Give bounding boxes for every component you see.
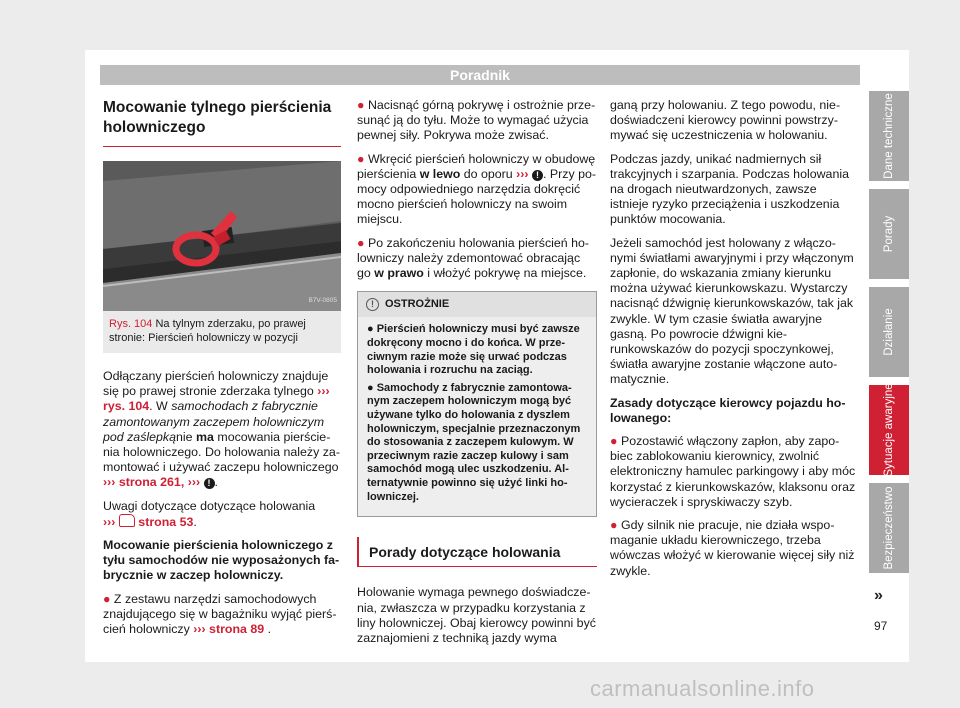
car-icon <box>119 514 135 527</box>
header-title: Poradnik <box>450 67 510 83</box>
continued-marker: » <box>874 587 883 604</box>
section-title-towing-tips: Porady dotyczące holowania <box>357 537 597 567</box>
tab-label: Sytuacje awaryjne <box>883 383 895 477</box>
text: Uwagi dotyczące dotyczące holowania <box>103 498 316 513</box>
tab-dzialanie[interactable] <box>869 287 909 377</box>
tab-porady[interactable] <box>869 189 909 279</box>
bullet-icon: ● <box>357 235 365 250</box>
figure-code: B7V-0805 <box>308 296 337 304</box>
list-item: ● Z zestawu narzędzi samochodowych znajdującego się w bagażniku wyjąć pierścień holowniczy ››› strona 89 . <box>103 591 337 637</box>
text: Nacisnąć górną pokrywę i ostrożnie przesunąć ją do tyłu. Może to wymagać użycia pewnej siły. Pokrywa może zwisać. <box>357 98 596 143</box>
link-strona-89[interactable]: ››› strona 89 <box>193 622 265 637</box>
text: . W <box>149 399 172 414</box>
text-italic: samochodach z fabrycznie zamontowanym zaczepem holowniczym pod zaślepką <box>103 399 325 444</box>
paragraph: Holowanie wymaga pewnego doświadczenia, zwłaszcza w przypadku korzystania z liny holowniczej. Obaj kierowcy powinni być zaznajomieni z techniką jazdy wyma <box>357 585 596 645</box>
caution-header <box>358 292 596 317</box>
text: nie <box>176 429 197 444</box>
list-item <box>610 434 857 510</box>
tab-label: Bezpieczeństwo <box>883 486 895 570</box>
text: mocowania pierścienia holowniczego. Do holowania należy zamontować i używać zaczepu holowniczego <box>103 429 340 475</box>
list-item <box>357 98 597 144</box>
column-3 <box>610 98 857 587</box>
page-header <box>100 65 860 85</box>
link-rys-104[interactable]: ››› rys. 104 <box>103 384 330 414</box>
page-number: 97 <box>874 619 888 633</box>
bullet-icon: ● <box>367 381 374 394</box>
text: Wkręcić pierścień holowniczy w obudowę pierścienia <box>357 151 596 181</box>
tab-label: Działanie <box>883 308 895 356</box>
tab-sytuacje-awaryjne[interactable] <box>869 385 909 475</box>
exclamation-icon: ! <box>532 170 543 181</box>
paragraph: Jeżeli samochód jest holowany z włączonymi światłami awaryjnymi i przy włączonym zapłonie, do wskazania zmiany kierunku można używać kierunkowskazu. Wystarczy nacisnąć dźwignię kierunkowskazów, tak jak zwykle. W tym czasie światła awaryjne gasną. Po powrocie dźwigni kierunkowskazów do pozycji spoczynkowej, światła awaryjne zostanie włączone automatycznie. <box>610 235 854 387</box>
link-strona-53[interactable]: strona 53 <box>138 514 194 529</box>
bullet-icon: ● <box>357 151 365 166</box>
bullet-icon: ● <box>367 323 374 336</box>
caution-item <box>367 382 587 504</box>
bullet-icon: ● <box>610 434 618 449</box>
text-bold: w lewo <box>419 166 461 181</box>
text: Odłączany pierścień holowniczy znajduje się po prawej stronie zderzaka tylnego <box>103 369 329 399</box>
tab-dane-techniczne[interactable] <box>869 91 909 181</box>
section-title: Mocowanie tylnego pierścienia holowniczego <box>103 98 341 147</box>
text: . Przy pomocy odpowiedniego narzędzia dokręcić mocno pierścień holowniczy na swoim miejscu. <box>357 166 597 227</box>
tab-bezpieczenstwo[interactable] <box>869 483 909 573</box>
paragraph: Podczas jazdy, unikać nadmiernych sił trakcyjnych i szarpania. Podczas holowania na drogach nieutwardzonych, zawsze istnieje ryzyko przeciążenia i uszkodzenia punktów mocowania. <box>610 151 849 227</box>
text: do oporu <box>460 166 517 181</box>
list-item <box>357 152 597 228</box>
text: Pierścień holowniczy musi być zawsze dokręcony mocno i do końca. W przeciwnym razie może się urwać podczas holowania i rozruchu na zaciąg. <box>367 323 580 377</box>
text: Z zestawu narzędzi samochodowych znajdującego się w bagażniku wyjąć pierścień holowniczy <box>103 591 337 637</box>
caution-icon: ! <box>366 298 379 311</box>
chapter-tabs <box>869 91 909 581</box>
text-bold: w prawo <box>374 266 424 281</box>
link-warning[interactable]: , ››› <box>180 475 201 490</box>
link-strona-261[interactable]: ››› strona 261 <box>103 475 181 490</box>
bullet-icon: ● <box>103 591 111 606</box>
caution-box <box>357 291 597 517</box>
text: Gdy silnik nie pracuje, nie działa wspomaganie układu kierowniczego, trzeba wówczas włożyć w kierowanie więcej siły niż zwykle. <box>610 518 855 578</box>
paragraph-intro: Odłączany pierścień holowniczy znajduje się po prawej stronie zderzaka tylnego ››› rys. 104. W samochodach z fabrycznie zamontowanym zaczepem holowniczym pod zaślepkąnie ma mocowania pierścienia holowniczego. Do holowania należy zamontować i używać zaczepu holowniczego ››› strona 261, ››› ! . <box>103 369 340 490</box>
figure-tow-ring <box>103 161 341 311</box>
text: Samochody z fabrycznie zamontowanym zaczepem holowniczym mogą być używane tylko do holowania z dyszlem holowniczym, specjalnie przeznaczonym do stosowania z zaczepem kulowym. W przeciwnym razie zaczep kulowy i sam samochód mogą ulec uszkodzeniu. Alternatywnie powinno się użyć linki holowniczej. <box>367 381 581 503</box>
caution-item <box>367 323 587 377</box>
figure-caption <box>103 311 341 353</box>
column-2 <box>357 98 597 654</box>
bullet-icon: ● <box>610 518 618 533</box>
watermark: carmanualsonline.info <box>590 676 815 701</box>
paragraph-notes <box>103 499 341 530</box>
caption-text: Na tylnym zderzaku, po prawej stronie: Pierścień holowniczy w pozycji <box>109 318 306 344</box>
column-1 <box>103 98 341 645</box>
tab-label: Porady <box>883 215 895 253</box>
caution-title: OSTROŻNIE <box>385 298 450 311</box>
subheading-driver-rules: Zasady dotyczące kierowcy pojazdu holowanego: <box>610 395 846 425</box>
text-bold: ma <box>196 429 214 444</box>
link-warning[interactable]: ››› <box>516 166 529 181</box>
subheading-mounting: Mocowanie pierścienia holowniczego z tyłu samochodów nie wyposażonych fabrycznie w zaczep holowniczy. <box>103 538 340 583</box>
bullet-icon: ● <box>357 98 365 112</box>
text: Pozostawić włączony zapłon, aby zapobiec zablokowaniu kierownicy, zwolnić elektroniczny hamulec parkingowy i aby móc korzystać z kierunkowskazów, klaksonu oraz wycieraczek i spryskiwaczy szyb. <box>610 434 856 509</box>
paragraph: ganą przy holowaniu. Z tego powodu, niedoświadczeni kierowcy powinni powstrzymywać się uczestniczenia w holowaniu. <box>610 98 841 143</box>
link-arrows[interactable]: ››› <box>103 514 116 529</box>
list-item <box>357 236 597 282</box>
exclamation-icon: ! <box>204 478 215 489</box>
text: Po zakończeniu holowania pierścień holowniczy należy zdemontować obracając go <box>357 235 590 281</box>
caution-body <box>358 317 596 516</box>
tab-label: Dane techniczne <box>883 93 895 179</box>
tow-ring-illustration <box>103 161 341 311</box>
text: i włożyć pokrywę na miejsce. <box>423 266 587 281</box>
text: . <box>193 514 197 529</box>
list-item <box>610 518 857 579</box>
caption-label: Rys. 104 <box>109 318 153 330</box>
